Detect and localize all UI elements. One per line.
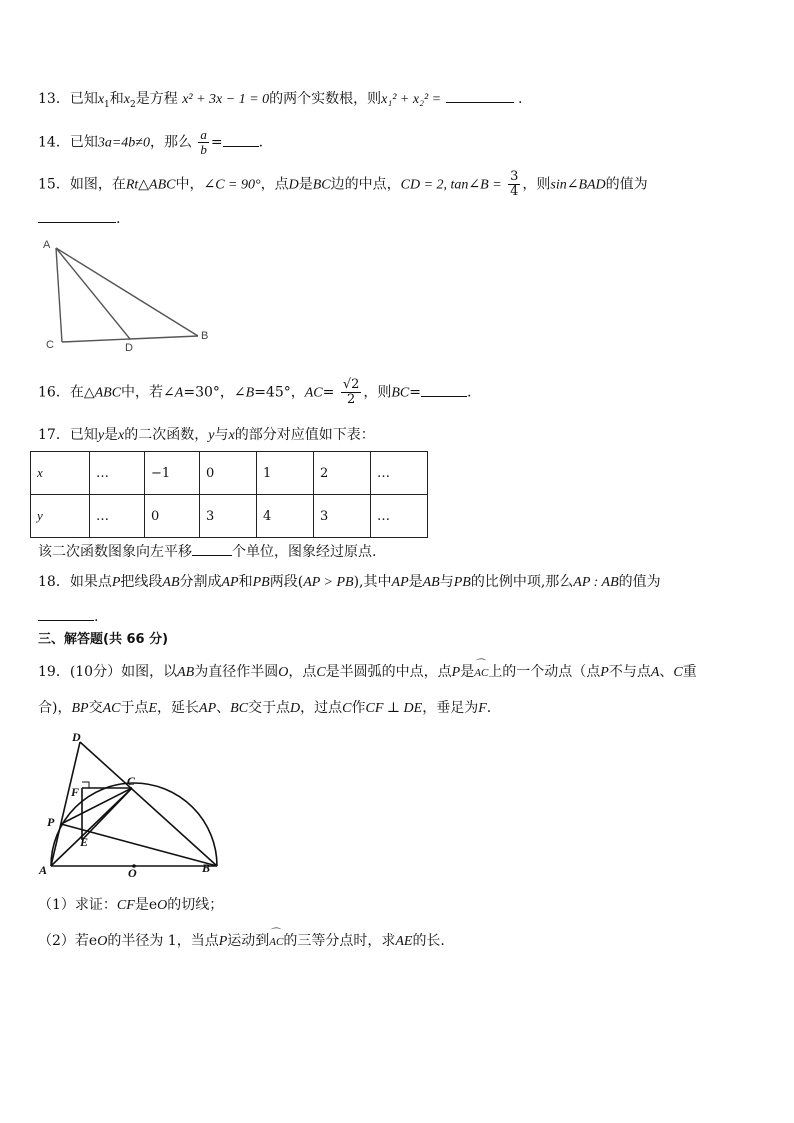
q19-ap: AP bbox=[199, 701, 217, 716]
q19-text: 运动到 bbox=[227, 933, 270, 949]
q18-answer-line bbox=[38, 606, 98, 627]
q15-point-d: D bbox=[288, 177, 299, 193]
q19-text: （1）求证： bbox=[38, 897, 117, 913]
q19-part1 bbox=[38, 895, 223, 916]
value-table bbox=[30, 451, 428, 538]
table-cell: … bbox=[371, 495, 428, 538]
q19-circle-symbol: e bbox=[88, 933, 98, 949]
q15-prefix: 15．如图，在 bbox=[38, 176, 126, 193]
q15-text4: 边的中点， bbox=[330, 176, 401, 193]
q19-text: ，过点 bbox=[300, 700, 343, 716]
q18-ab: AB bbox=[162, 575, 180, 590]
q19-p: P bbox=[600, 665, 609, 680]
q19-text: 于点 bbox=[120, 700, 149, 716]
q17-text4: 的部分对应值如下表： bbox=[234, 427, 375, 443]
q19-text: 为直径作半圆 bbox=[194, 664, 279, 680]
q14-condition: 3a=4b≠0 bbox=[97, 135, 150, 151]
q16-equals2: = bbox=[409, 384, 421, 401]
q18-ratio: AP : AB bbox=[573, 575, 619, 590]
q18-text: ),其中 bbox=[353, 574, 392, 590]
q19-text: 交于点 bbox=[248, 700, 291, 716]
q14-equals: = bbox=[210, 134, 223, 151]
q16-period: . bbox=[467, 384, 472, 401]
table-cell: y bbox=[31, 495, 90, 538]
table-cell: … bbox=[371, 452, 428, 495]
q15-bc: BC bbox=[312, 177, 331, 193]
q18-period: . bbox=[94, 609, 99, 625]
q14-prefix: 14．已知 bbox=[38, 134, 98, 151]
q15-ask: sin∠BAD bbox=[550, 177, 606, 193]
q19-text: 上的一个动点（点 bbox=[488, 664, 601, 680]
q16-answer-blank[interactable] bbox=[421, 382, 467, 397]
q15-angle: ∠C = 90° bbox=[203, 177, 261, 193]
q14-denominator: b bbox=[200, 142, 207, 157]
q15-text3: 是 bbox=[298, 176, 313, 193]
fig19-label-d: D bbox=[72, 730, 81, 744]
fig19-label-c: C bbox=[127, 774, 136, 788]
table-cell: 0 bbox=[145, 495, 200, 538]
q19-text: 的切线； bbox=[167, 897, 224, 913]
table-cell: 4 bbox=[257, 495, 314, 538]
q14-text: ，那么 bbox=[149, 134, 192, 151]
fig19-label-b: B bbox=[202, 861, 211, 875]
question-14 bbox=[38, 128, 263, 157]
q17-y: y bbox=[97, 428, 105, 443]
q19-text: 是 bbox=[460, 664, 475, 680]
q19-d: D bbox=[290, 701, 301, 716]
fig15-label-d: D bbox=[125, 342, 133, 354]
q17-x: x bbox=[118, 428, 125, 443]
q19-text: 19．(10分）如图，以 bbox=[38, 664, 178, 680]
section-heading: 三、解答题(共 66 分) bbox=[38, 632, 169, 647]
q18-inequality: AP > PB bbox=[303, 575, 354, 590]
q17-followup bbox=[38, 541, 376, 562]
q19-ae: AE bbox=[395, 934, 413, 949]
q15-denominator: 4 bbox=[510, 184, 519, 199]
q18-text: 分割成 bbox=[179, 574, 222, 590]
q13-text2: 是方程 bbox=[135, 91, 178, 107]
q19-text: （2）若 bbox=[38, 933, 89, 949]
q18-answer-blank[interactable] bbox=[38, 606, 94, 621]
table-cell: 3 bbox=[200, 495, 257, 538]
fig15-label-c: C bbox=[46, 339, 54, 351]
q15-period: . bbox=[116, 211, 121, 227]
q19-text: 是半圆弧的中点，点 bbox=[325, 664, 452, 680]
q19-text: 不与点 bbox=[608, 664, 651, 680]
table-cell: 1 bbox=[257, 452, 314, 495]
q16-angle-a: =30°，∠ bbox=[183, 384, 246, 401]
q17-followup-b: 个单位，图象经过原点. bbox=[232, 544, 377, 560]
q15-fraction bbox=[508, 170, 520, 199]
q19-p: P bbox=[451, 665, 461, 680]
fig15-label-a: A bbox=[43, 239, 51, 251]
q19-o: O bbox=[157, 898, 168, 913]
q18-text: 18．如果点 bbox=[38, 574, 112, 590]
q15-text5: ，则 bbox=[522, 176, 551, 193]
q19-part2 bbox=[38, 931, 445, 952]
q15-answer-line bbox=[38, 208, 120, 229]
q13-prefix: 13．已知 bbox=[38, 91, 98, 107]
q16-b: B bbox=[245, 385, 255, 401]
q18-ap: AP bbox=[391, 575, 409, 590]
q13-answer-blank[interactable] bbox=[446, 88, 514, 103]
q18-text: 是 bbox=[408, 574, 423, 590]
q13-equation: x² + 3x − 1 = 0 bbox=[182, 92, 270, 107]
figure-19-semicircle bbox=[34, 728, 224, 878]
q17-text2: 的二次函数， bbox=[124, 427, 209, 443]
table-cell: 2 bbox=[314, 452, 371, 495]
q19-cf: CF bbox=[116, 898, 135, 913]
q19-text: . bbox=[486, 700, 492, 716]
q19-c: C bbox=[316, 665, 326, 680]
q19-text: 交 bbox=[88, 700, 103, 716]
table-cell: … bbox=[90, 495, 145, 538]
figure-15-triangle bbox=[40, 236, 220, 356]
q13-x2: x bbox=[123, 92, 130, 107]
fig15-label-b: B bbox=[201, 330, 209, 342]
q17-text1: 是 bbox=[104, 427, 119, 443]
q19-a: A bbox=[650, 665, 660, 680]
table-cell: … bbox=[90, 452, 145, 495]
q19-o: O bbox=[97, 934, 108, 949]
question-19-line2 bbox=[38, 698, 491, 719]
q15-text6: 的值为 bbox=[605, 176, 648, 193]
q19-ac: AC bbox=[102, 701, 121, 716]
table-cell: 3 bbox=[314, 495, 371, 538]
q15-condition: CD = 2, tan∠B = bbox=[400, 177, 502, 193]
q19-text: 重 bbox=[682, 664, 697, 680]
question-18 bbox=[38, 572, 661, 593]
table-row bbox=[31, 495, 428, 538]
q19-circle-symbol: e bbox=[148, 897, 158, 913]
question-15 bbox=[38, 170, 648, 199]
q14-numerator: a bbox=[200, 127, 207, 142]
q16-denominator: 2 bbox=[346, 392, 356, 407]
q19-text: 、 bbox=[216, 700, 231, 716]
q19-o: O bbox=[278, 665, 289, 680]
q18-text: 两段( bbox=[269, 574, 304, 590]
q16-ac: AC bbox=[304, 385, 323, 401]
q19-perp: CF ⊥ DE bbox=[365, 701, 423, 716]
q19-text: 的长. bbox=[412, 933, 445, 949]
q14-answer-blank[interactable] bbox=[223, 132, 259, 147]
q19-arc-ac: ⌒ AC bbox=[474, 663, 488, 683]
q16-a: A bbox=[174, 385, 184, 401]
q16-angle-b: =45°， bbox=[254, 384, 305, 401]
q17-prefix: 17．已知 bbox=[38, 427, 98, 443]
q14-fraction bbox=[198, 128, 209, 157]
question-17 bbox=[38, 425, 375, 446]
q19-c: C bbox=[673, 665, 683, 680]
q19-text: 的半径为 1，当点 bbox=[107, 933, 219, 949]
table-cell: x bbox=[31, 452, 90, 495]
q18-ab: AB bbox=[422, 575, 440, 590]
q19-ab: AB bbox=[177, 665, 195, 680]
table-cell: −1 bbox=[145, 452, 200, 495]
q14-period: . bbox=[258, 134, 264, 151]
q16-prefix: 16．在△ bbox=[38, 384, 95, 401]
q16-text1: 中，若∠ bbox=[121, 384, 175, 401]
question-13: 13．已知$x_1$和$x_2$是方程 x² + 3x − 1 = 0的两个实数根，则x₁² + x₂² = . bbox=[38, 88, 522, 110]
q16-fraction bbox=[341, 378, 362, 407]
q19-text: 、 bbox=[659, 664, 674, 680]
q15-numerator: 3 bbox=[510, 169, 519, 184]
fig19-label-p: P bbox=[47, 815, 55, 829]
q19-p: P bbox=[218, 934, 228, 949]
table-cell: 0 bbox=[200, 452, 257, 495]
q16-numerator: √2 bbox=[342, 377, 360, 392]
q17-x2: x bbox=[228, 428, 235, 443]
q19-text: 作 bbox=[351, 700, 366, 716]
q19-c: C bbox=[342, 701, 352, 716]
q16-triangle: ABC bbox=[94, 385, 122, 401]
q13-text: 和 bbox=[109, 91, 124, 107]
q16-text2: ，则 bbox=[363, 384, 392, 401]
q18-pb: PB bbox=[252, 575, 270, 590]
q18-text: 的比例中项,那么 bbox=[470, 574, 574, 590]
fig19-label-f: F bbox=[71, 785, 80, 799]
fig19-label-o: O bbox=[128, 866, 137, 878]
q19-text: ，点 bbox=[288, 664, 317, 680]
q17-y2: y bbox=[208, 428, 215, 443]
question-16 bbox=[38, 378, 471, 407]
q17-answer-blank[interactable] bbox=[192, 541, 232, 556]
q15-triangle: Rt△ABC bbox=[125, 177, 176, 193]
q13-period: . bbox=[518, 91, 523, 107]
fig19-label-a: A bbox=[39, 863, 48, 877]
q13-expression: x₁² + x₂² = bbox=[381, 92, 442, 107]
q18-text: 把线段 bbox=[120, 574, 163, 590]
question-19-line1 bbox=[38, 662, 697, 683]
q19-text: ，延长 bbox=[157, 700, 200, 716]
q18-text: 与 bbox=[439, 574, 454, 590]
q19-e: E bbox=[148, 701, 158, 716]
q19-arc-ac: ⌒ AC bbox=[269, 932, 283, 952]
q19-bp: BP bbox=[71, 701, 89, 716]
q15-text2: ，点 bbox=[260, 176, 289, 193]
q17-followup-a: 该二次函数图象向左平移 bbox=[38, 544, 192, 560]
q15-answer-blank[interactable] bbox=[38, 208, 116, 223]
q18-p: P bbox=[111, 575, 121, 590]
fig19-label-e: E bbox=[80, 835, 89, 849]
q19-text: 是 bbox=[134, 897, 149, 913]
q19-text: 的三等分点时，求 bbox=[283, 933, 396, 949]
q13-x1: x bbox=[97, 92, 105, 107]
q18-pb: PB bbox=[453, 575, 471, 590]
table-row bbox=[31, 452, 428, 495]
q19-text: ，垂足为 bbox=[422, 700, 479, 716]
q19-text: 合)， bbox=[38, 700, 72, 716]
q13-text3: 的两个实数根，则 bbox=[269, 91, 382, 107]
q19-f: F bbox=[478, 701, 487, 716]
q15-text1: 中， bbox=[175, 176, 204, 193]
q18-text: 的值为 bbox=[618, 574, 661, 590]
q19-bc: BC bbox=[230, 701, 249, 716]
q16-equals: = bbox=[322, 384, 335, 401]
q16-bc: BC bbox=[391, 385, 410, 401]
q18-ap: AP bbox=[221, 575, 239, 590]
q17-text3: 与 bbox=[214, 427, 229, 443]
q18-text: 和 bbox=[238, 574, 253, 590]
